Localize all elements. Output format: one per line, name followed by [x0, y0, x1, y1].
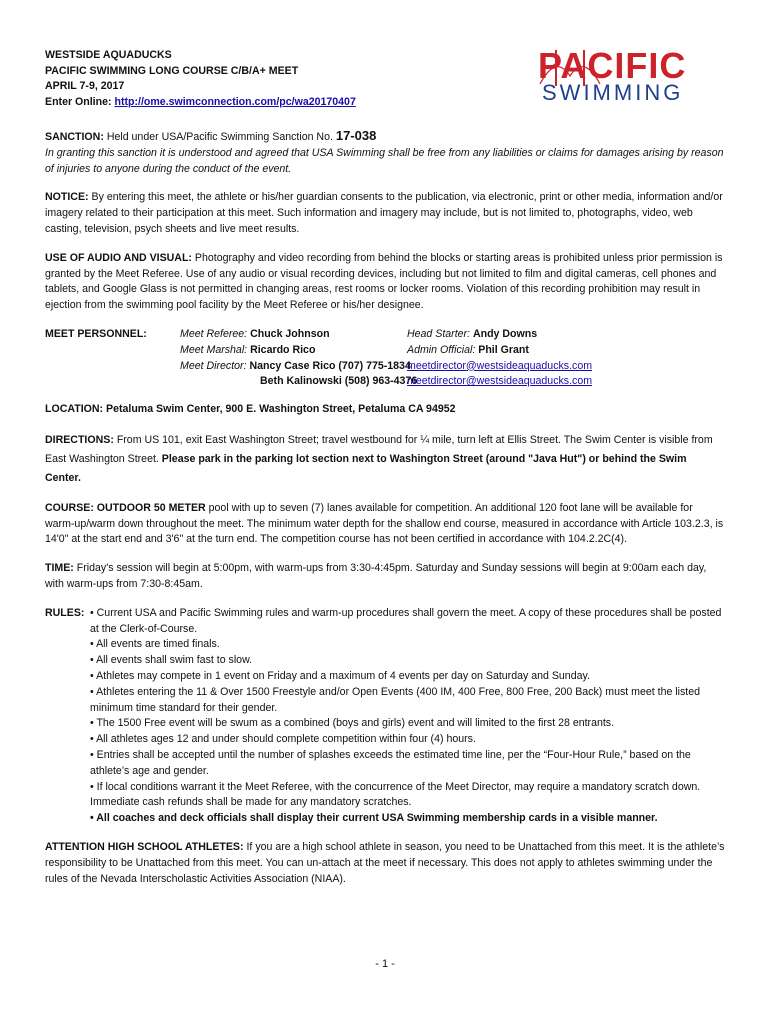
- enter-online-label: Enter Online:: [45, 95, 112, 108]
- directions-section: [45, 431, 725, 488]
- personnel-col-right: [407, 327, 592, 390]
- notice-text: By entering this meet, the athlete or his/her guardian consents to the publication, via electronic, print or other media, information and/or imagery related to their participation at this meet. Such information and imagery may include, but is not limited to, photographs, video, web casting, television, psych sheets and live meet results.: [45, 191, 723, 235]
- admin-name: Phil Grant: [478, 343, 529, 356]
- referee-name: Chuck Johnson: [250, 327, 330, 340]
- referee-role: Meet Referee:: [180, 327, 248, 340]
- document-page: [45, 48, 725, 887]
- rules-label: RULES:: [45, 606, 85, 619]
- rules-section: [45, 606, 725, 827]
- rule-item: • If local conditions warrant it the Meet Referee, with the concurrence of the Meet Director, may require a mandatory scratch down. Immediate cash refunds shall be made for any mandatory scratches.: [90, 780, 701, 809]
- director2-name: Beth Kalinowski (508) 963-4376: [260, 375, 418, 388]
- sanction-number: 17-038: [335, 128, 377, 143]
- time-text: Friday's session will begin at 5:00pm, with warm-ups from 3:30-4:45pm. Saturday and Sunday sessions will begin at 9:00am each day, with warm-ups from 7:30-8:45am.: [45, 562, 707, 590]
- rule-item-bold: • All coaches and deck officials shall display their current USA Swimming membership cards in a visible manner.: [90, 812, 658, 825]
- notice-section: [45, 190, 725, 237]
- director-email-link[interactable]: meetdirector@westsideaquaducks.com: [407, 359, 593, 372]
- time-label: TIME:: [45, 562, 74, 575]
- meet-header: [45, 48, 725, 110]
- rule-item: • Entries shall be accepted until the number of splashes exceeds the estimated time line, per the “Four-Hour Rule,” based on the athlete’s age and gender.: [90, 748, 691, 777]
- rule-item: • Athletes entering the 11 & Over 1500 Freestyle and/or Open Events (400 IM, 400 Free, 800 Free, 200 Back) must meet the listed minimum time standard for their gender.: [90, 685, 701, 714]
- starter-role: Head Starter:: [407, 327, 471, 340]
- rule-item: • All events shall swim fast to slow.: [90, 654, 253, 667]
- logo-top-text: PACIFIC: [538, 46, 687, 86]
- directions-parking: Please park in the parking lot section next to Washington Street (around "Java Hut") or behind the Swim Center.: [45, 452, 687, 484]
- rule-item: • All athletes ages 12 and under should complete competition within four (4) hours.: [90, 733, 476, 746]
- location-text: LOCATION: Petaluma Swim Center, 900 E. Washington Street, Petaluma CA 94952: [45, 402, 456, 415]
- time-section: [45, 561, 725, 593]
- audio-visual-section: [45, 251, 725, 314]
- admin-role: Admin Official:: [407, 343, 476, 356]
- course-text: pool with up to seven (7) lanes available for competition. An additional 120 foot lane will be available for warm-up/warm down throughout the meet. The minimum water depth for the shallow end course, measured in accordance with Article 103.2.3, is 14'0" at the start end and 3'6" at the turn end. The competition course has not been certified in accordance with 104.2.2C(4).: [45, 501, 724, 546]
- sanction-disclaimer: In granting this sanction it is understood and agreed that USA Swimming shall be free from any liabilities or claims for damages arising by reason of injuries to anyone during the conduct of the event.: [45, 146, 724, 175]
- enter-online-link[interactable]: http://ome.swimconnection.com/pc/wa20170407: [114, 95, 356, 108]
- enter-online-line: [45, 95, 725, 111]
- rule-item: • Athletes may compete in 1 event on Friday and a maximum of 4 events per day on Saturday and Sunday.: [90, 669, 590, 682]
- rule-item: • Current USA and Pacific Swimming rules and warm-up procedures shall govern the meet. A copy of these procedures shall be posted at the Clerk-of-Course.: [90, 606, 722, 635]
- director-role: Meet Director:: [180, 359, 247, 372]
- club-name: WESTSIDE AQUADUCKS: [45, 49, 172, 61]
- personnel-label: MEET PERSONNEL:: [45, 327, 147, 340]
- director2-email-link[interactable]: meetdirector@westsideaquaducks.com: [407, 375, 593, 388]
- rule-item: • All events are timed finals.: [90, 638, 220, 651]
- course-section: [45, 501, 725, 548]
- logo-bottom-text: SWIMMING: [542, 80, 684, 102]
- directions-text: From US 101, exit East Washington Street; travel westbound for ¼ mile, turn left at Ellis Street. The Swim Center is visible from East Washington Street.: [45, 433, 713, 465]
- high-school-section: [45, 840, 725, 887]
- sanction-section: [45, 128, 725, 177]
- personnel-col-left: [180, 327, 417, 390]
- sanction-text: Held under USA/Pacific Swimming Sanction No.: [106, 131, 333, 143]
- rule-item: • The 1500 Free event will be swum as a combined (boys and girls) event and will limited to the first 28 entrants.: [90, 717, 615, 730]
- starter-name: Andy Downs: [472, 327, 538, 340]
- location-section: [45, 402, 725, 418]
- audio-label: USE OF AUDIO AND VISUAL:: [45, 251, 192, 264]
- audio-text: Photography and video recording from behind the blocks or starting areas is prohibited unless prior permission is granted by the Meet Referee. Use of any audio or visual recording devices, including but not limited to film and digital cameras, cell phones and tablets, and Google Glass is not permitted in changing areas, rest rooms or locker rooms. Violation of this recording prohibition may result in ejection from the swimming pool facility by the Meet Referee or his/her designee.: [45, 251, 723, 312]
- notice-label: NOTICE:: [45, 191, 89, 204]
- meet-title: PACIFIC SWIMMING LONG COURSE C/B/A+ MEET: [45, 64, 299, 77]
- sanction-label: SANCTION:: [45, 131, 104, 143]
- marshal-name: Ricardo Rico: [250, 343, 316, 356]
- hs-text: If you are a high school athlete in season, you need to be Unattached from this meet. It is the athlete’s responsibility to be Unattached from this meet. You can un-attach at the meet if necessary. This does not apply to athletes swimming under the rules of the Nevada Interscholastic Activities Association (NIAA).: [45, 840, 725, 885]
- directions-label: DIRECTIONS:: [45, 433, 114, 446]
- page-number: - 1 -: [375, 958, 395, 970]
- hs-label: ATTENTION HIGH SCHOOL ATHLETES:: [45, 840, 244, 853]
- course-label: COURSE: OUTDOOR 50 METER: [45, 501, 206, 514]
- marshal-role: Meet Marshal:: [180, 343, 248, 356]
- meet-dates: APRIL 7-9, 2017: [45, 80, 125, 92]
- personnel-section: [45, 327, 725, 389]
- rules-list: [90, 606, 725, 827]
- director-name: Nancy Case Rico (707) 775-1834: [249, 359, 411, 372]
